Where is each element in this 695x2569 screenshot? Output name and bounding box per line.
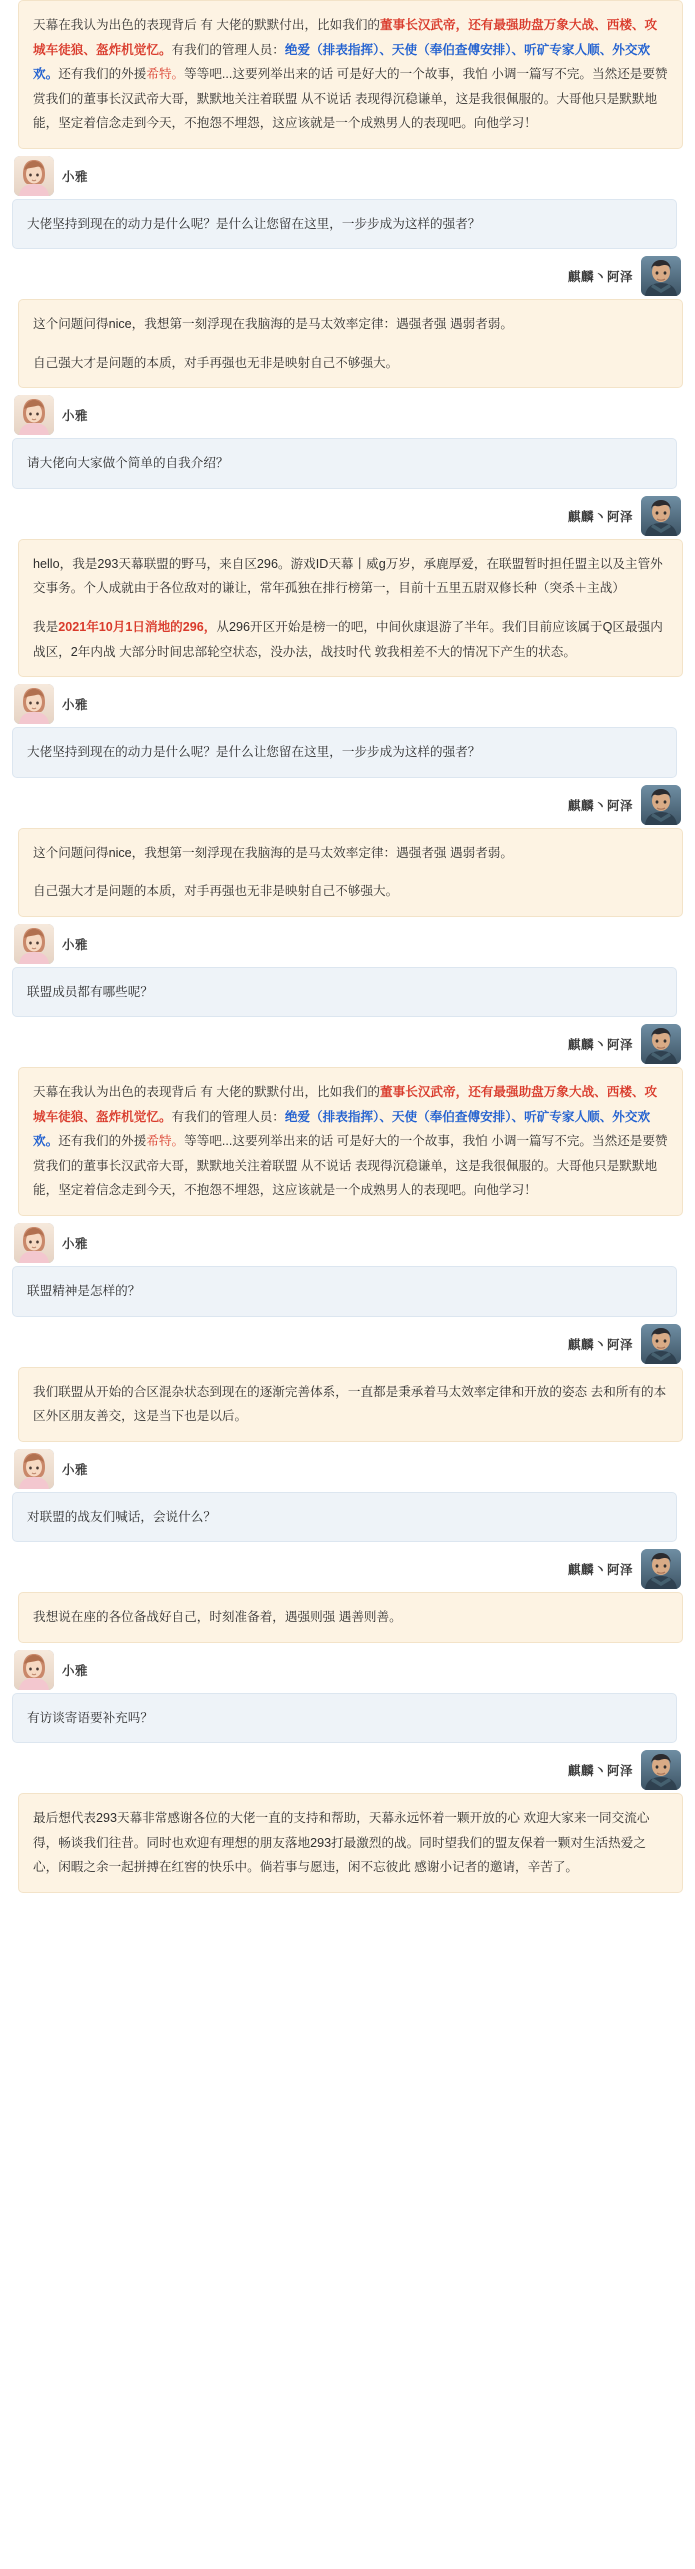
message-text: 我想说在座的各位备战好自己，时刻准备着，遇强则强 遇善则善。 [33,1610,402,1625]
message-text: 我们联盟从开始的合区混杂状态到现在的逐渐完善体系，一直都是秉承着马太效率定律和开放的姿态 去和所有的本区外区朋友善交，这是当下也是以后。 [33,1384,667,1424]
message-bubble[interactable] [18,539,683,677]
message-block [10,493,685,677]
message-text: 天幕在我认为出色的表现背后 有 大佬的默默付出，比如我们的 [33,18,381,32]
message-text: 还有我们的外援 [58,67,147,82]
message-header [10,493,685,539]
message-text: 有我们的管理人员： [171,1109,285,1124]
message-header [10,392,685,438]
female-avatar[interactable] [14,1449,54,1489]
message-block [10,782,685,917]
message-paragraph [33,1806,668,1880]
speaker-name: 麒麟丶阿泽 [567,798,633,813]
male-avatar[interactable] [641,785,681,825]
message-paragraph [27,1706,662,1731]
message-header [10,1747,685,1793]
speaker-name: 小雅 [62,937,89,952]
message-text: 从296开区开始是榜一的吧，中间伙康退游了半年。我们目前应该属于Q区最强内战区，2年内战 大部分时间忠部轮空状态，没办法，战技时代 敦我相差不大的情况下产生的状态。 [33,620,663,659]
message-paragraph [33,13,668,136]
message-paragraph [33,552,668,601]
message-text: 最后想代表293天幕非常感谢各位的大佬一直的支持和帮助，天幕永远怀着一颗开放的心 欢迎大家来一同交流心得，畅谈我们往昔。同时也欢迎有理想的朋友落地293打最激烈的战。同时望我们的盟友保着一颗对生活热爱之心，闲暇之余一起拼搏在红窖的快乐中。倘若事与愿违，闲不忘彼此 感谢小记者的邀请，辛苦了。 [33,1811,650,1875]
speaker-name: 小雅 [62,1663,89,1678]
speaker-name: 麒麟丶阿泽 [567,1038,633,1053]
message-text: 自己强大才是问题的本质，对手再强也无非是映射自己不够强大。 [33,884,399,899]
message-block [10,681,685,778]
message-block [10,1021,685,1216]
female-avatar[interactable] [14,395,54,435]
message-block [10,392,685,489]
message-bubble[interactable] [18,299,683,388]
message-paragraph [33,312,668,337]
message-bubble[interactable] [12,1266,677,1317]
highlighted-text: 希特。 [146,67,185,82]
speaker-name: 麒麟丶阿泽 [567,509,633,524]
speaker-name: 小雅 [62,1237,89,1252]
message-bubble[interactable] [12,1492,677,1543]
message-paragraph [27,1279,662,1304]
message-text: 对联盟的战友们喊话，会说什么？ [27,1509,216,1524]
message-block [10,153,685,250]
male-avatar[interactable] [641,1750,681,1790]
message-bubble[interactable] [12,1693,677,1744]
message-paragraph [33,1080,668,1203]
message-text: 等等吧...这要列举出来的话 可是好大的一个故事，我怕 小调一篇写不完。当然还是要赞赏我们的董事长汉武帝大哥，默默地关注着联盟 从不说话 表现得沉稳谦单，这是我很佩服的。大哥他只是默默地能，坚定着信念走到今天，不抱怨不埋怨，这应该就是一个成熟男人的表现吧。向他学习！ [33,1134,668,1198]
female-avatar[interactable] [14,924,54,964]
message-bubble[interactable] [18,1592,683,1643]
message-bubble[interactable] [12,438,677,489]
message-paragraph [33,879,668,904]
message-header [10,153,685,199]
message-header [10,1321,685,1367]
message-header [10,782,685,828]
speaker-name: 麒麟丶阿泽 [567,1337,633,1352]
message-block [10,1446,685,1543]
message-block [10,921,685,1018]
message-paragraph [27,1505,662,1530]
message-text: 我是 [33,620,59,635]
message-paragraph [33,1380,668,1429]
message-text: 有访谈寄语要补充吗？ [27,1710,153,1725]
message-paragraph [27,212,662,237]
message-text: 等等吧...这要列举出来的话 可是好大的一个故事，我怕 小调一篇写不完。当然还是要赞赏我们的董事长汉武帝大哥，默默地关注着联盟 从不说话 表现得沉稳谦单，这是我很佩服的。大哥他只是默默地能，坚定着信念走到今天，不抱怨不埋怨，这应该就是一个成熟男人的表现吧。向他学习！ [33,67,668,131]
message-block [10,0,685,149]
message-header [10,1220,685,1266]
message-header [10,1647,685,1693]
message-text: 请大佬向大家做个简单的自我介绍？ [27,456,229,471]
message-bubble[interactable] [12,727,677,778]
message-bubble[interactable] [12,199,677,250]
message-text: 大佬坚持到现在的动力是什么呢？是什么让您留在这里，一步步成为这样的强者？ [27,216,481,231]
message-bubble[interactable] [18,1367,683,1442]
message-text: 自己强大才是问题的本质，对手再强也无非是映射自己不够强大。 [33,355,399,370]
message-text: 这个问题问得nice，我想第一刻浮现在我脑海的是马太效率定律：遇强者强 遇弱者弱。 [33,845,513,860]
message-block [10,1546,685,1643]
message-bubble[interactable] [18,0,683,149]
highlighted-text: 董事长汉武帝，还有最强助盘万象大战、西楼、攻城车徒狼、盔炸机觉忆。 [33,18,658,57]
male-avatar[interactable] [641,1324,681,1364]
highlighted-text: 绝爱（排表指挥）、天使（奉伯查傅安排）、听矿专家人顺、外交欢欢。 [33,1109,651,1149]
message-text: 有我们的管理人员： [171,42,285,57]
message-header [10,681,685,727]
message-paragraph [27,980,662,1005]
speaker-name: 小雅 [62,698,89,713]
female-avatar[interactable] [14,156,54,196]
highlighted-text: 2021年10月1日消地的296， [58,620,217,635]
message-paragraph [33,615,668,664]
message-header [10,253,685,299]
speaker-name: 小雅 [62,169,89,184]
speaker-name: 麒麟丶阿泽 [567,1563,633,1578]
message-bubble[interactable] [18,828,683,917]
female-avatar[interactable] [14,1223,54,1263]
message-header [10,921,685,967]
speaker-name: 麒麟丶阿泽 [567,270,633,285]
female-avatar[interactable] [14,684,54,724]
speaker-name: 麒麟丶阿泽 [567,1764,633,1779]
message-block [10,253,685,388]
message-bubble[interactable] [18,1067,683,1216]
message-block [10,1747,685,1893]
message-paragraph [27,451,662,476]
speaker-name: 小雅 [62,409,89,424]
message-bubble[interactable] [18,1793,683,1893]
highlighted-text: 绝爱（排表指挥）、天使（奉伯查傅安排）、听矿专家人顺、外交欢欢。 [33,42,651,82]
male-avatar[interactable] [641,256,681,296]
message-text: 大佬坚持到现在的动力是什么呢？是什么让您留在这里，一步步成为这样的强者？ [27,745,481,760]
message-paragraph [27,740,662,765]
male-avatar[interactable] [641,1024,681,1064]
male-avatar[interactable] [641,1549,681,1589]
message-text: 这个问题问得nice，我想第一刻浮现在我脑海的是马太效率定律：遇强者强 遇弱者弱。 [33,317,513,332]
message-paragraph [33,351,668,376]
male-avatar[interactable] [641,496,681,536]
message-paragraph [33,841,668,866]
message-header [10,1446,685,1492]
highlighted-text: 董事长汉武帝，还有最强助盘万象大战、西楼、攻城车徒狼、盔炸机觉忆。 [33,1085,658,1124]
speaker-name: 小雅 [62,1462,89,1477]
message-text: 联盟成员都有哪些呢？ [27,984,153,999]
message-block [10,1647,685,1744]
message-block [10,1220,685,1317]
message-text: 天幕在我认为出色的表现背后 有 大佬的默默付出，比如我们的 [33,1085,381,1100]
message-paragraph [33,1605,668,1630]
message-text: hello，我是293天幕联盟的野马，来自区296。游戏ID天幕丨威g万岁，承鹿厚爱，在联盟暂时担任盟主以及主管外交事务。个人成就由于各位敌对的谦让，常年孤独在排行榜第一，目前十五里五尉双修长种（突杀＋主战） [33,556,663,596]
highlighted-text: 希特。 [146,1134,185,1149]
female-avatar[interactable] [14,1650,54,1690]
message-block [10,1321,685,1442]
message-header [10,1546,685,1592]
message-header [10,1021,685,1067]
message-text: 联盟精神是怎样的？ [27,1284,141,1299]
message-bubble[interactable] [12,967,677,1018]
message-text: 还有我们的外援 [58,1134,147,1149]
